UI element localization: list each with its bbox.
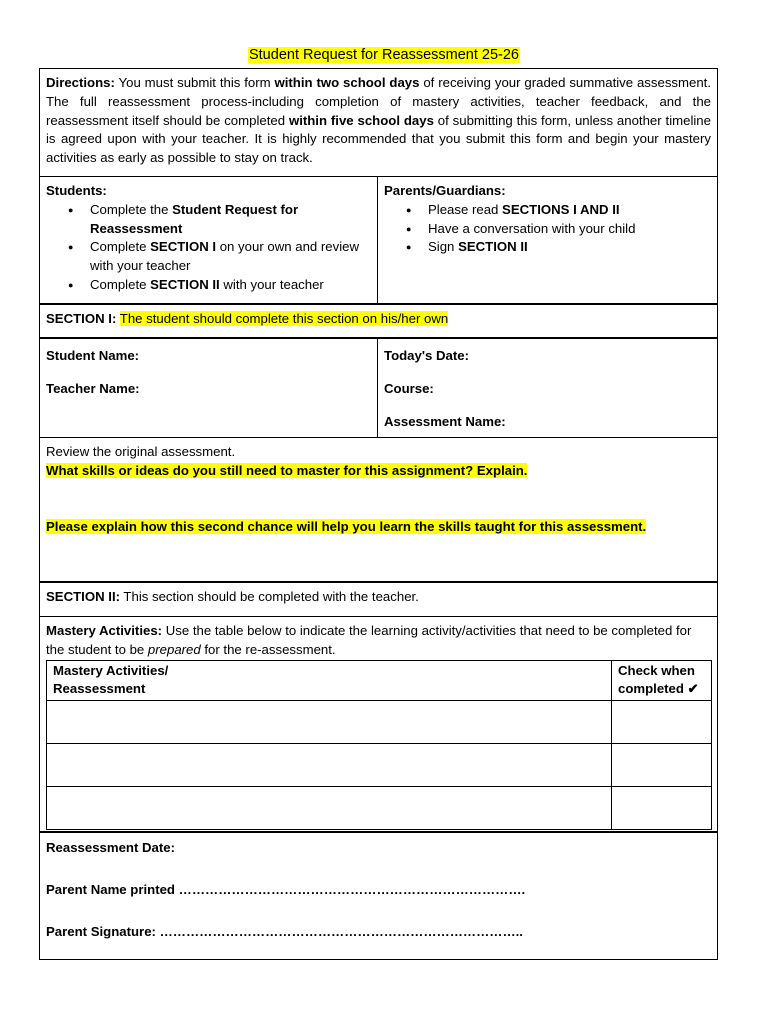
students-heading: Students: — [46, 183, 107, 198]
table-row — [47, 787, 712, 830]
review-block — [40, 438, 717, 583]
section-1-header: SECTION I: The student should complete this section on his/her own — [40, 305, 717, 339]
students-list — [46, 201, 371, 295]
parent-name-line: Parent Name printed ……………………………………………………………………. — [46, 881, 526, 897]
reassessment-date-label: Reassessment Date: — [46, 840, 176, 855]
teacher-name-label: Teacher Name: — [46, 381, 140, 396]
list-item: ● Complete SECTION II with your teacher — [68, 276, 371, 295]
mastery-block — [40, 617, 717, 833]
info-row — [40, 339, 717, 438]
list-item: ● Complete SECTION I on your own and review with your teacher — [68, 238, 371, 276]
check-cell[interactable] — [612, 787, 712, 830]
students-instructions — [40, 177, 378, 303]
check-cell[interactable] — [612, 701, 712, 744]
question-1: What skills or ideas do you still need to master for this assignment? Explain. — [46, 462, 528, 478]
check-cell[interactable] — [612, 744, 712, 787]
parent-signature-line: Parent Signature: ……………………………………………………………………….. — [46, 923, 523, 939]
activity-cell[interactable] — [47, 744, 612, 787]
list-item: ● Sign SECTION II — [406, 238, 711, 257]
mastery-instructions: Mastery Activities: Use the table below to indicate the learning activity/activities that need to be completed for the student to be prepared for the re-assessment. — [46, 623, 692, 657]
question-2: Please explain how this second chance will help you learn the skills taught for this assessment. — [46, 518, 647, 534]
student-name-label: Student Name: — [46, 348, 140, 363]
activity-cell[interactable] — [47, 787, 612, 830]
signature-block — [40, 833, 717, 959]
activity-cell[interactable] — [47, 701, 612, 744]
table-row — [47, 701, 712, 744]
todays-date-label: Today's Date: — [384, 348, 469, 363]
col-header-activities: Mastery Activities/ Reassessment — [47, 660, 612, 701]
parents-instructions — [378, 177, 717, 303]
list-item: ● Please read SECTIONS I AND II — [406, 201, 711, 220]
mastery-table — [46, 660, 712, 831]
reassessment-form — [39, 68, 718, 960]
section-2-header: SECTION II: This section should be completed with the teacher. — [40, 583, 717, 617]
table-header-row — [47, 660, 712, 701]
directions-block: Directions: You must submit this form within two school days of receiving your graded summative assessment. The full reassessment process-including completion of mastery activities, teacher feedback, and the reassessment itself should be completed within five school days of submitting this form, unless another timeline is agreed upon with your teacher. It is highly recommended that you submit this form and begin your mastery activities as early as possible to stay on track. — [40, 69, 717, 177]
list-item: ● Complete the Student Request for Reassessment — [68, 201, 371, 239]
parents-heading: Parents/Guardians: — [384, 183, 506, 198]
form-title: Student Request for Reassessment 25-26 — [248, 47, 519, 63]
course-label: Course: — [384, 381, 434, 396]
student-teacher-info — [40, 339, 378, 437]
assessment-name-label: Assessment Name: — [384, 414, 506, 429]
list-item: ● Have a conversation with your child — [406, 220, 711, 239]
col-header-check: Check when completed ✔ — [612, 660, 712, 701]
review-intro: Review the original assessment. — [46, 444, 236, 459]
parents-list — [384, 201, 711, 257]
table-row — [47, 744, 712, 787]
date-course-info — [378, 339, 717, 437]
roles-row — [40, 177, 717, 305]
directions-label: Directions: — [46, 75, 115, 90]
